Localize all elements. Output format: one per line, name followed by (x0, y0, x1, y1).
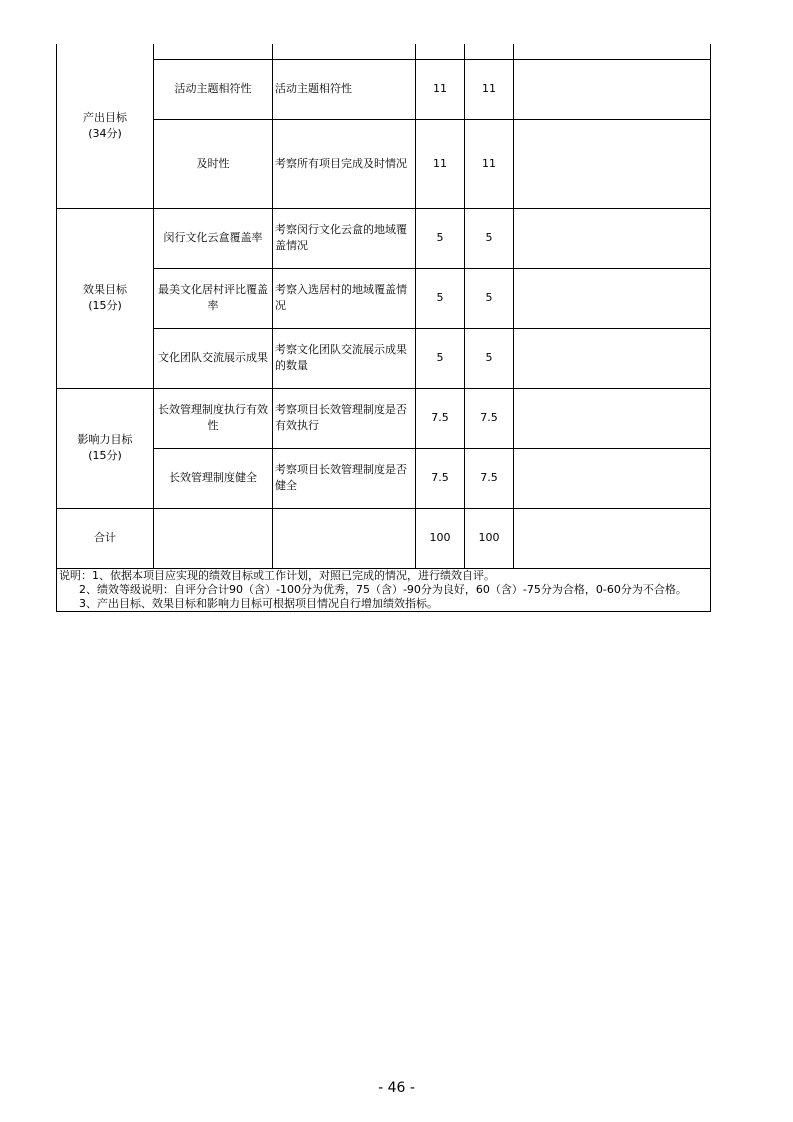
table-row (57, 388, 711, 448)
description-cell: 考察入选居村的地域覆盖情况 (273, 268, 416, 328)
weight-cell: 7.5 (416, 448, 465, 508)
indicator-cell: 活动主题相符性 (154, 59, 273, 119)
weight-cell: 11 (416, 119, 465, 208)
note-cell (514, 268, 711, 328)
indicator-cell: 及时性 (154, 119, 273, 208)
total-weight: 100 (416, 508, 465, 568)
description-cell (273, 44, 416, 59)
notes-row (57, 568, 711, 611)
weight-cell: 5 (416, 328, 465, 388)
note-cell (514, 208, 711, 268)
score-cell: 11 (465, 59, 514, 119)
group-name: 效果目标 (83, 283, 127, 296)
description-cell: 考察文化团队交流展示成果的数量 (273, 328, 416, 388)
group-score: (34分) (88, 126, 122, 140)
table-row (57, 59, 711, 119)
note-cell (514, 328, 711, 388)
note-line: 3、产出目标、效果目标和影响力目标可根据项目情况自行增加绩效指标。 (79, 596, 438, 610)
note-cell (514, 448, 711, 508)
table-row-continuation (57, 44, 711, 59)
group-output (57, 44, 154, 208)
indicator-cell: 闵行文化云盒覆盖率 (154, 208, 273, 268)
description-cell: 考察闵行文化云盒的地域覆盖情况 (273, 208, 416, 268)
table-row (57, 208, 711, 268)
indicator-cell: 长效管理制度执行有效性 (154, 388, 273, 448)
table-row (57, 119, 711, 208)
score-cell (465, 44, 514, 59)
weight-cell: 11 (416, 59, 465, 119)
note-line: 2、绩效等级说明：自评分合计90（含）-100分为优秀，75（含）-90分为良好，60（含）-75分为合格，0-60分为不合格。 (79, 582, 687, 596)
notes-block (57, 568, 711, 611)
description-cell (273, 508, 416, 568)
note-cell (514, 508, 711, 568)
group-name: 产出目标 (83, 110, 127, 124)
description-cell: 考察所有项目完成及时情况 (273, 119, 416, 208)
score-cell: 7.5 (465, 388, 514, 448)
note-cell (514, 388, 711, 448)
indicator-cell (154, 508, 273, 568)
score-cell: 11 (465, 119, 514, 208)
description-cell: 活动主题相符性 (273, 59, 416, 119)
score-cell: 7.5 (465, 448, 514, 508)
group-name: 影响力目标 (77, 433, 133, 446)
score-cell: 5 (465, 208, 514, 268)
note-cell (514, 44, 711, 59)
group-score: (15分) (88, 449, 122, 462)
note-line: 说明：1、依据本项目应实现的绩效目标或工作计划，对照已完成的情况，进行绩效自评。 (59, 568, 495, 582)
weight-cell: 5 (416, 268, 465, 328)
score-cell: 5 (465, 328, 514, 388)
note-cell (514, 59, 711, 119)
total-row (57, 508, 711, 568)
description-cell: 考察项目长效管理制度是否健全 (273, 448, 416, 508)
weight-cell: 7.5 (416, 388, 465, 448)
note-cell (514, 119, 711, 208)
indicator-cell (154, 44, 273, 59)
total-label: 合计 (57, 508, 154, 568)
weight-cell: 5 (416, 208, 465, 268)
table-row (57, 328, 711, 388)
weight-cell (416, 44, 465, 59)
score-cell: 5 (465, 268, 514, 328)
total-score: 100 (465, 508, 514, 568)
group-effect (57, 208, 154, 388)
indicator-cell: 文化团队交流展示成果 (154, 328, 273, 388)
description-cell: 考察项目长效管理制度是否有效执行 (273, 388, 416, 448)
group-impact (57, 388, 154, 508)
table-row (57, 268, 711, 328)
indicator-cell: 最美文化居村评比覆盖率 (154, 268, 273, 328)
indicator-cell: 长效管理制度健全 (154, 448, 273, 508)
table-row (57, 448, 711, 508)
group-score: (15分) (88, 299, 122, 312)
page-number: - 46 - (378, 1080, 415, 1096)
performance-table (56, 44, 711, 612)
